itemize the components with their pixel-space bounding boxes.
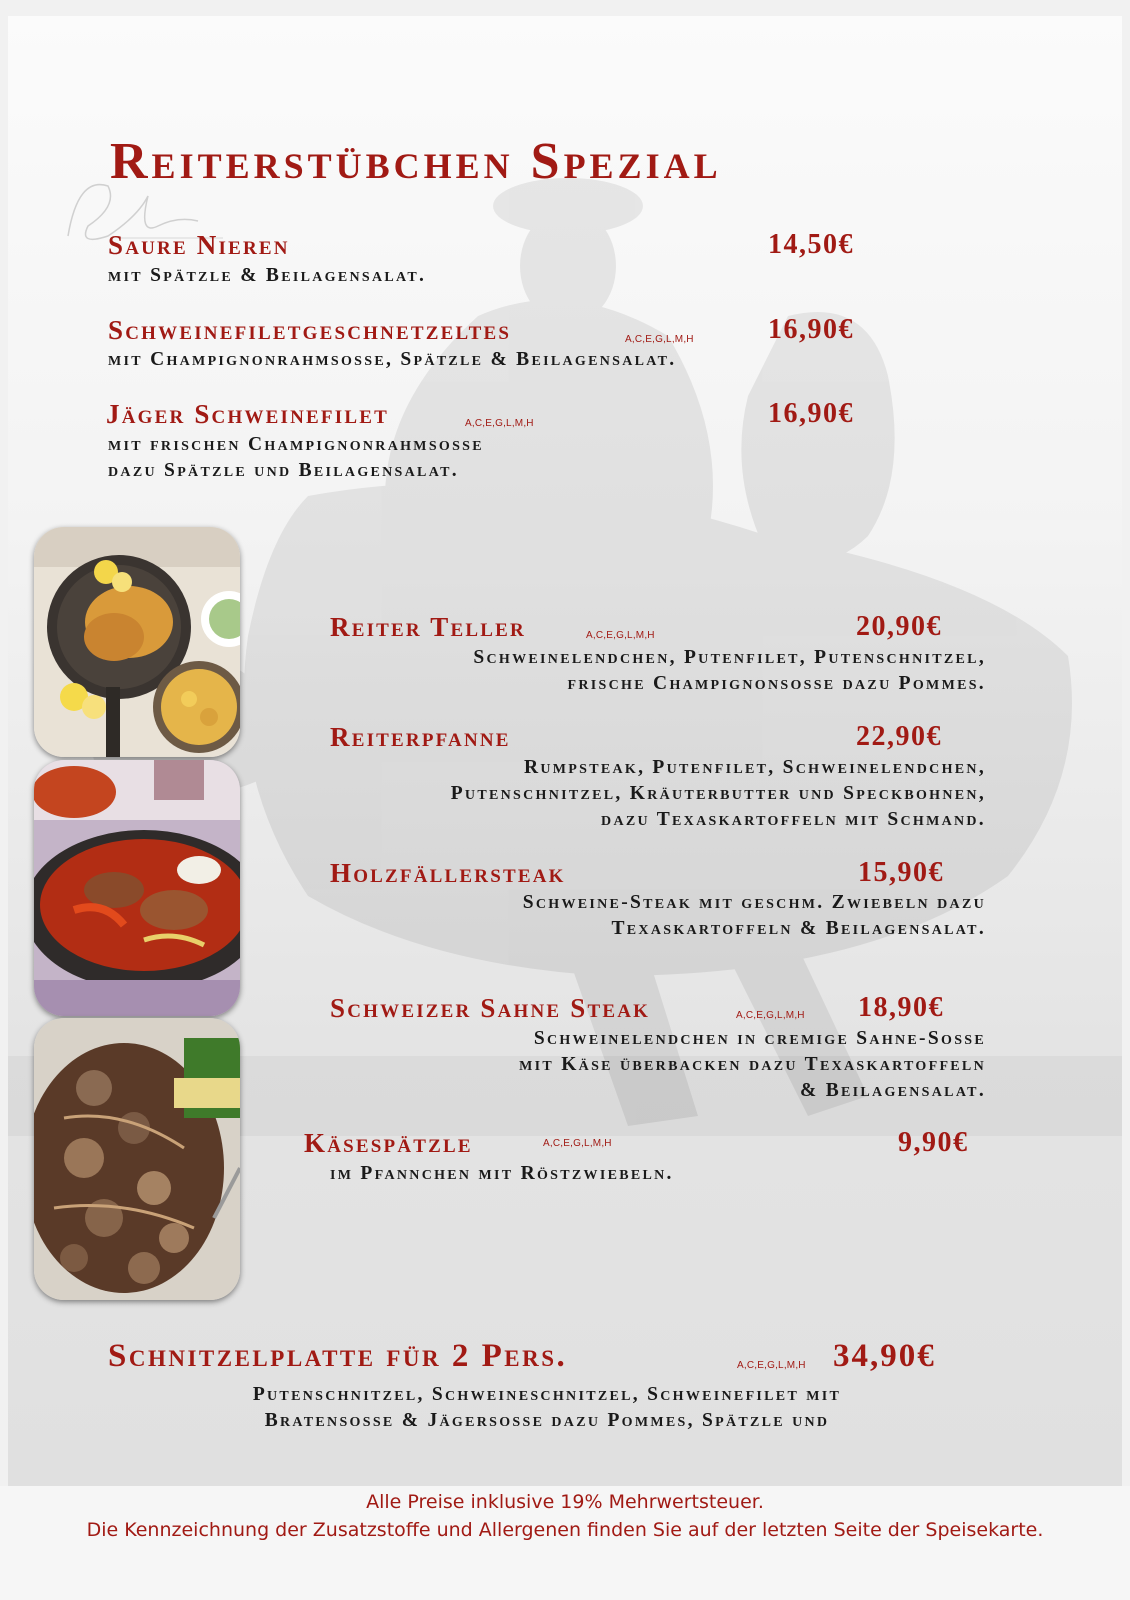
dish-description: Schweinelendchen, Putenfilet, Putenschnitzel, <box>473 647 986 668</box>
dish-name: Saure Nieren <box>108 230 290 260</box>
dish-description: Putenschnitzel, Schweineschnitzel, Schweinefilet mit <box>252 1384 842 1405</box>
dish-price: 34,90€ <box>833 1338 936 1374</box>
stew-pan-photo <box>34 760 240 1016</box>
dish-price: 9,90€ <box>898 1127 969 1158</box>
dish-description: Texaskartoffeln & Beilagensalat. <box>611 918 986 939</box>
dish-description: & Beilagensalat. <box>799 1080 986 1101</box>
schnitzel-pan-photo <box>34 527 240 757</box>
dish-price: 15,90€ <box>858 857 944 888</box>
allergen-codes: A,C,E,G,L,M,H <box>625 334 694 345</box>
allergen-codes: A,C,E,G,L,M,H <box>736 1010 805 1021</box>
dish-description: Putenschnitzel, Kräuterbutter und Speckbohnen, <box>450 783 986 804</box>
dish-description: frische Champignonsosse dazu Pommes. <box>567 673 986 694</box>
footer-allergen-note: Die Kennzeichnung der Zusatzstoffe und Allergenen finden Sie auf der letzten Seite der Speisekarte. <box>86 1519 1044 1541</box>
dish-description: mit Spätzle & Beilagensalat. <box>108 265 427 286</box>
dish-name: Schnitzelplatte für 2 Pers. <box>108 1338 568 1374</box>
allergen-codes: A,C,E,G,L,M,H <box>465 418 534 429</box>
dish-price: 16,90€ <box>768 398 854 429</box>
dish-name: Reiterpfanne <box>330 722 511 752</box>
dish-name: Käsespätzle <box>304 1128 473 1158</box>
dish-name: Schweizer Sahne Steak <box>330 993 651 1023</box>
footer-vat-note: Alle Preise inklusive 19% Mehrwertsteuer. <box>366 1491 764 1513</box>
dish-description: mit frischen Champignonrahmsosse <box>108 434 484 455</box>
mushroom-steak-photo <box>34 1018 240 1300</box>
dish-price: 16,90€ <box>768 314 854 345</box>
dish-description: Schweine-Steak mit geschm. Zwiebeln dazu <box>522 892 986 913</box>
dish-description: Schweinelendchen in cremige Sahne-Sosse <box>533 1028 986 1049</box>
dish-name: Schweinefiletgeschnetzeltes <box>108 315 512 345</box>
allergen-codes: A,C,E,G,L,M,H <box>737 1360 806 1371</box>
dish-price: 22,90€ <box>856 721 942 752</box>
allergen-codes: A,C,E,G,L,M,H <box>543 1138 612 1149</box>
dish-description: mit Käse überbacken dazu Texaskartoffeln <box>519 1054 986 1075</box>
dish-description: Rumpsteak, Putenfilet, Schweinelendchen, <box>523 757 986 778</box>
allergen-codes: A,C,E,G,L,M,H <box>586 630 655 641</box>
dish-name: Holzfällersteak <box>330 858 566 888</box>
dish-description: mit Champignonrahmsosse, Spätzle & Beilagensalat. <box>108 349 677 370</box>
page-title: Reiterstübchen Spezial <box>110 133 722 190</box>
dish-description: dazu Spätzle und Beilagensalat. <box>108 460 459 481</box>
dish-price: 20,90€ <box>856 611 942 642</box>
dish-name: Jäger Schweinefilet <box>106 399 389 429</box>
dish-description: dazu Texaskartoffeln mit Schmand. <box>601 809 986 830</box>
dish-name: Reiter Teller <box>330 612 526 642</box>
dish-description: Bratensosse & Jägersosse dazu Pommes, Spätzle und <box>264 1410 830 1431</box>
dish-description: im Pfannchen mit Röstzwiebeln. <box>330 1163 674 1184</box>
dish-price: 18,90€ <box>858 992 944 1023</box>
dish-price: 14,50€ <box>768 229 854 260</box>
